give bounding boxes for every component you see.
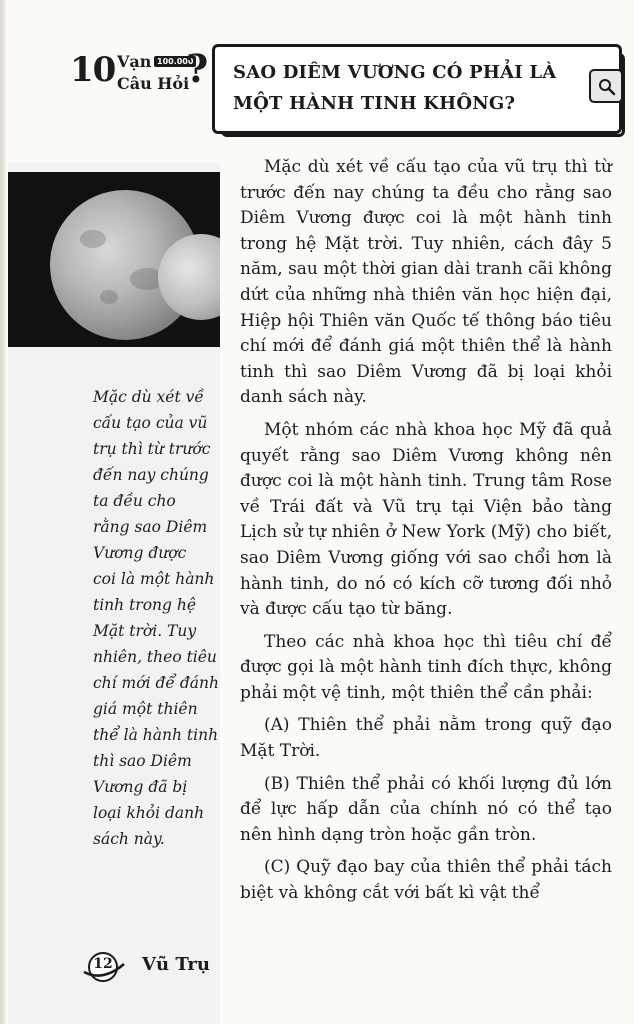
- page-spine: [0, 0, 6, 1024]
- question-mark-icon: ?: [186, 46, 209, 91]
- sidebar-column: [8, 162, 220, 1024]
- chapter-title: [233, 57, 573, 119]
- sidebar-quote-line: Vương đã bị: [93, 778, 188, 796]
- body-paragraph: Mặc dù xét về cấu tạo của vũ trụ thì từ trước đến nay chúng ta đều cho rằng sao Diêm Vương được coi là một hành tinh trong hệ Mặt trời. Tuy nhiên, cách đây 5 năm, sau một thời gian dài tranh cãi không dứt của những nhà thiên văn học hiện đại, Hiệp hội Thiên văn Quốc tế thông báo tiêu chí mới để đánh giá một thiên thể là hành tinh thì sao Diêm Vương đã bị loại khỏi danh sách này.: [240, 157, 612, 408]
- brand-badge: 100.000: [154, 56, 196, 67]
- chapter-title-line-1: SAO DIÊM VƯƠNG CÓ PHẢI LÀ: [233, 62, 557, 83]
- body-paragraph: Một nhóm các nhà khoa học Mỹ đã quả quyết rằng sao Diêm Vương không nên được coi là một hành tinh. Trung tâm Rose về Trái đất và Vũ trụ tại Viện bảo tàng Lịch sử tự nhiên ở New York (Mỹ) cho biết, sao Diêm Vương giống với sao chổi hơn là hành tinh, do nó có kích cỡ tương đối nhỏ và được cấu tạo từ băng.: [240, 419, 612, 620]
- sidebar-quote-line: Mặc dù xét về: [93, 388, 204, 406]
- chapter-title-line-2: MỘT HÀNH TINH KHÔNG?: [233, 93, 516, 114]
- sidebar-quote-line: ta đều cho: [93, 492, 176, 510]
- page-number-badge: [82, 950, 122, 982]
- sidebar-quote-line: coi là một hành: [93, 570, 215, 588]
- pluto-image: [8, 172, 220, 347]
- brand-word-bottom: Câu Hỏi: [117, 74, 190, 93]
- sidebar-quote-line: cấu tạo của vũ: [93, 414, 208, 432]
- body-paragraph: Theo các nhà khoa học thì tiêu chí để được gọi là một hành tinh đích thực, không phải một vệ tinh, một thiên thể cần phải:: [240, 631, 612, 703]
- sidebar-quote-line: loại khỏi danh: [93, 804, 205, 822]
- sidebar-quote-line: sách này.: [93, 830, 165, 848]
- section-label: Vũ Trụ: [142, 954, 210, 975]
- sidebar-quote-line: giá một thiên: [93, 700, 198, 718]
- sidebar-quote-line: đến nay chúng: [93, 466, 209, 484]
- sidebar-quote-line: thì sao Diêm: [93, 752, 192, 770]
- magnifier-icon: [597, 77, 617, 97]
- sidebar-quote-line: tinh trong hệ: [93, 596, 197, 614]
- body-paragraph: (C) Quỹ đạo bay của thiên thể phải tách biệt và không cắt với bất kì vật thể: [240, 857, 612, 904]
- sidebar-quote-line: Vương được: [93, 544, 187, 562]
- sidebar-quote-line: trụ thì từ trước: [93, 440, 211, 458]
- chapter-title-box: [212, 44, 622, 134]
- search-tab: [589, 69, 623, 103]
- sidebar-quote-line: nhiên, theo tiêu: [93, 648, 217, 666]
- sidebar-quote-line: thể là hành tinh: [93, 726, 219, 744]
- body-paragraph: (B) Thiên thể phải có khối lượng đủ lớn để lực hấp dẫn của chính nó có thể tạo nên hình dạng tròn hoặc gần tròn.: [240, 773, 612, 845]
- brand-word-top: Vạn: [117, 52, 152, 71]
- sidebar-quote-line: chí mới để đánh: [93, 674, 219, 692]
- page-footer: [70, 948, 220, 988]
- sidebar-quote-line: Mặt trời. Tuy: [93, 622, 197, 640]
- book-logo: [70, 48, 210, 104]
- brand-number: 10: [70, 50, 116, 90]
- sidebar-quote-line: rằng sao Diêm: [93, 518, 208, 536]
- article-body: [240, 155, 612, 914]
- body-paragraph: (A) Thiên thể phải nằm trong quỹ đạo Mặt Trời.: [240, 715, 612, 762]
- page-number: 12: [93, 956, 113, 972]
- sidebar-quote: [93, 384, 217, 852]
